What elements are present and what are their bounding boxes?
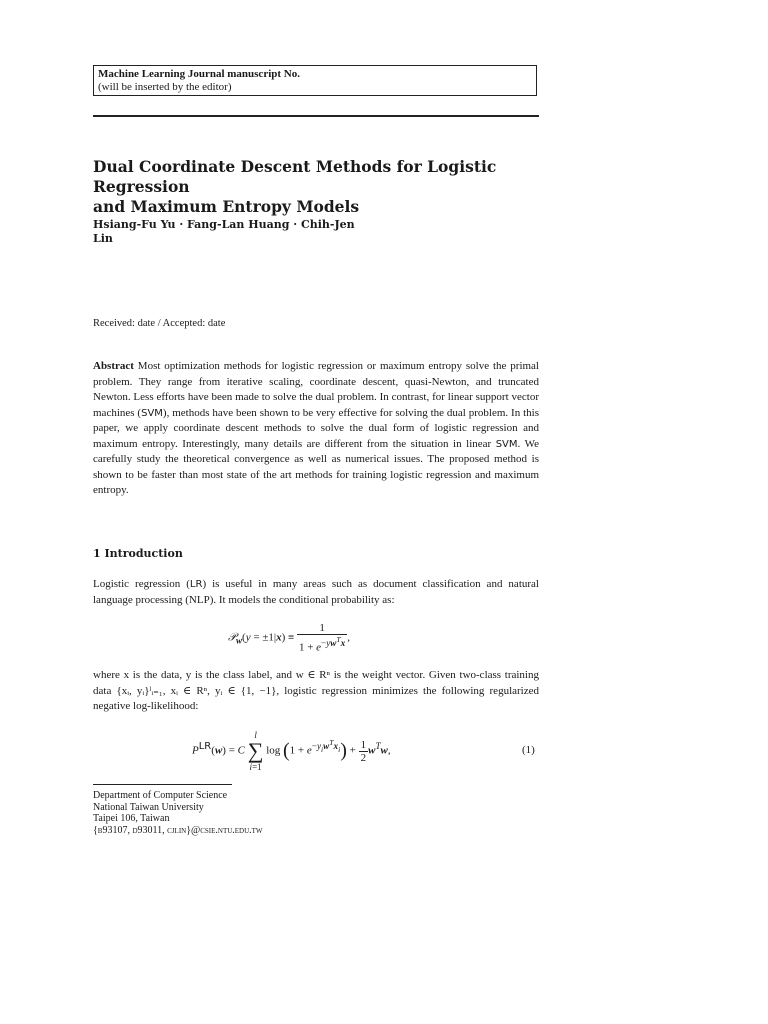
abstract-label: Abstract bbox=[93, 360, 134, 372]
abstract-text-3: . We carefully study the theoretical convergence as well as numerical issues. The proposed method is shown to be faster than most state of the art methods for training logistic regression and maximum entropy. bbox=[93, 437, 539, 496]
equation-number: (1) bbox=[522, 744, 535, 756]
section-heading: 1 Introduction bbox=[93, 547, 183, 560]
intro-text-1: Logistic regression ( bbox=[93, 578, 190, 590]
abstract-text-1: Most optimization methods for logistic regression or maximum entropy solve the primal problem. They range from iterative scaling, coordinate descent, quasi-Newton, and truncated Newton. Less efforts have been made to solve the dual problem. In contrast, for linear support vector machines ( bbox=[93, 360, 539, 419]
abstract-paragraph bbox=[93, 359, 539, 499]
header-rule bbox=[93, 115, 539, 117]
manuscript-box-line2: (will be inserted by the editor) bbox=[98, 81, 232, 93]
intro-lr: LR bbox=[189, 579, 203, 590]
abstract-svm-1: SVM bbox=[141, 407, 163, 419]
paper-title-line2: and Maximum Entropy Models bbox=[93, 197, 360, 216]
manuscript-box bbox=[93, 65, 537, 96]
intro-paragraph-continued: where x is the data, y is the class label, and w ∈ Rⁿ is the weight vector. Given two-class training data {xᵢ, yᵢ}ˡᵢ₌₁, xᵢ ∈ Rⁿ, yᵢ ∈ {1, −1}, logistic regression minimizes the following regularized negative log-likelihood: bbox=[93, 669, 539, 712]
abstract-svm-2: SVM bbox=[495, 438, 518, 450]
affiliation-footnote bbox=[93, 790, 263, 836]
author-list bbox=[93, 218, 393, 246]
affiliation-line1: Department of Computer Science bbox=[93, 790, 228, 801]
affiliation-line2: National Taiwan University bbox=[93, 801, 204, 813]
footnote-rule bbox=[93, 784, 232, 785]
affiliation-line3: Taipei 106, Taiwan bbox=[93, 813, 170, 824]
received-date: Received: date / Accepted: date bbox=[93, 318, 226, 329]
intro-text-2: ) is useful in many areas such as document classification and natural language processing (NLP). It models the conditional probability as: bbox=[93, 578, 539, 606]
equation-primal-objective: $P^{LR}(w) = C$ l ∑ i=1 $\log (1 + e^{-y_iw^Tx_i})$ + $\frac{1}{2}$ $w^Tw$, bbox=[192, 730, 391, 772]
abstract-text-2: ), methods have been shown to be very effective for solving the dual problem. In this paper, we apply coordinate descent methods to solve the dual form of logistic regression and maximum entropy. Interestingly, many details are different from the situation in linear bbox=[93, 406, 539, 450]
equation-conditional-probability: 𝒫$_w$(y = ±1|x) ≡ $\frac{1}{1 + e^{-yw^Tx}}$ , bbox=[228, 622, 350, 654]
paper-title bbox=[93, 157, 553, 217]
paper-title-line1: Dual Coordinate Descent Methods for Logistic Regression bbox=[93, 157, 497, 196]
manuscript-box-line1: Machine Learning Journal manuscript No. bbox=[98, 68, 300, 80]
author-list-line1: Hsiang-Fu Yu · Fang-Lan Huang · Chih-Jen bbox=[93, 218, 355, 231]
intro-paragraph bbox=[93, 577, 539, 608]
affiliation-emails: {b93107, d93011, cjlin}@csie.ntu.edu.tw bbox=[93, 824, 263, 836]
author-list-line2: Lin bbox=[93, 232, 113, 245]
